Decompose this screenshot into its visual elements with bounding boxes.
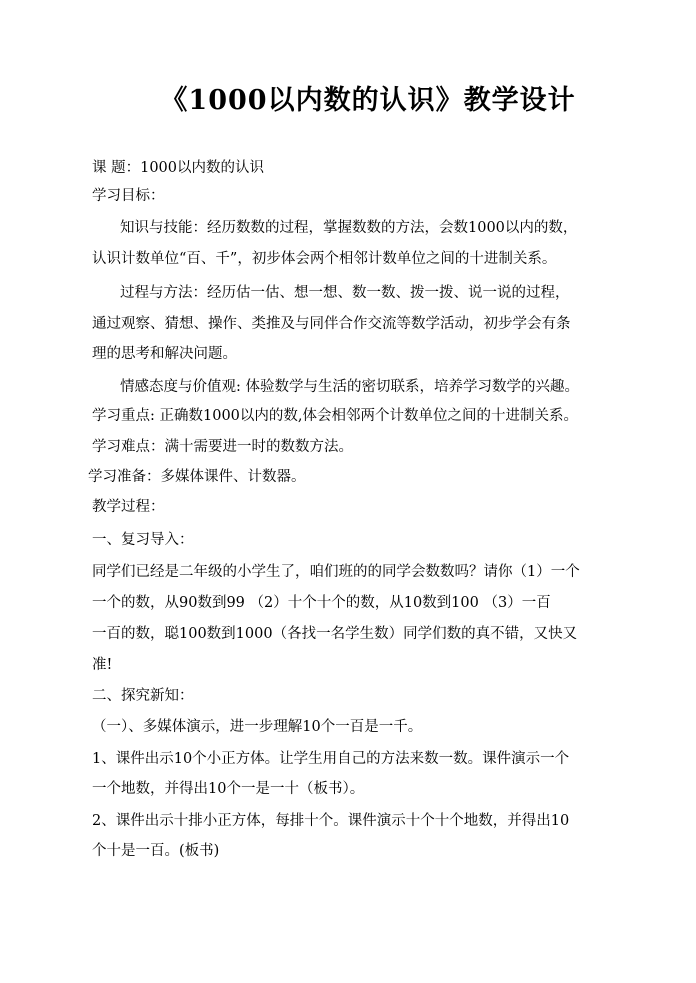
review-paragraph-line-2: 一个的数，从90数到99 （2）十个十个的数，从10数到100 （3）一百: [92, 595, 551, 611]
process-method-line-2: 通过观察、猜想、操作、类推及与同伴合作交流等数学活动，初步学会有条: [92, 316, 571, 332]
review-intro-heading: 一、复习导入：: [92, 532, 194, 548]
step-1-line-2: 一个地数，并得出10个一是一十（板书）。: [92, 781, 365, 797]
step-2-line-1: 2、课件出示十排小正方体，每排十个。课件演示十个十个地数，并得出10: [92, 813, 570, 829]
preparation-line: 学习准备：多媒体课件、计数器。: [88, 469, 306, 485]
knowledge-skill-line-2: 认识计数单位“百、千”，初步体会两个相邻计数单位之间的十进制关系。: [92, 251, 557, 267]
knowledge-skill-line-1: 知识与技能：经历数数的过程，掌握数数的方法，会数1000以内的数，: [120, 220, 578, 236]
learning-goals-heading: 学习目标：: [92, 188, 165, 204]
step-2-line-2: 个十是一百。(板书): [92, 843, 220, 859]
review-paragraph-line-3: 一百的数，聪100数到1000（各找一名学生数）同学们数的真不错，又快又: [92, 626, 578, 642]
course-topic-line: 课 题：1000以内数的认识: [92, 160, 265, 176]
multimedia-demo-heading: （一）、多媒体演示，进一步理解10个一百是一千。: [92, 719, 423, 735]
review-paragraph-line-4: 准!: [92, 657, 113, 673]
teaching-process-heading: 教学过程：: [92, 499, 165, 515]
process-method-line-3: 理的思考和解决问题。: [92, 346, 237, 362]
emotion-attitude-line: 情感态度与价值观: 体验数学与生活的密切联系，培养学习数学的兴趣。: [120, 379, 579, 395]
explore-heading: 二、探究新知：: [92, 688, 194, 704]
process-method-line-1: 过程与方法：经历估一估、想一想、数一数、拨一拨、说一说的过程，: [120, 285, 570, 301]
difficulty-line: 学习难点：满十需要进一时的数数方法。: [92, 439, 353, 455]
review-paragraph-line-1: 同学们已经是二年级的小学生了，咱们班的的同学会数数吗？请你（1）一个: [92, 564, 580, 580]
document-title: 《1000以内数的认识》教学设计: [160, 85, 576, 116]
key-point-line: 学习重点: 正确数1000以内的数,体会相邻两个计数单位之间的十进制关系。: [92, 408, 579, 424]
step-1-line-1: 1、课件出示10个小正方体。让学生用自己的方法来数一数。课件演示一个: [92, 751, 570, 767]
